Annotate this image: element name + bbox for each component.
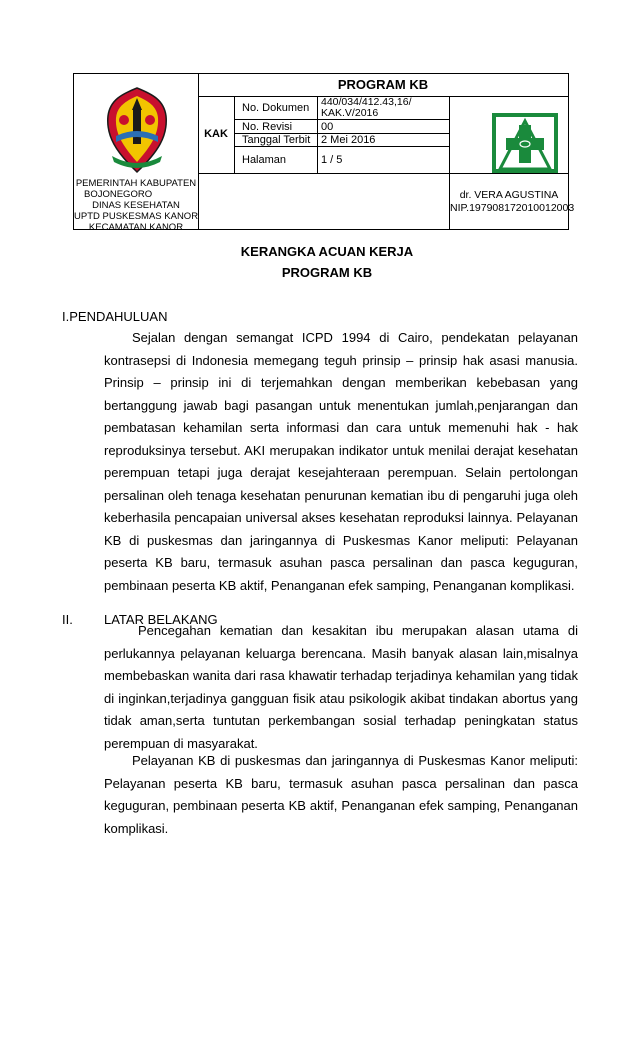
document-header-table <box>73 73 575 233</box>
doc-number-value-line: KAK.V/2016 <box>321 107 379 119</box>
org-line: BOJONEGORO <box>84 189 153 200</box>
page-label: Halaman <box>242 154 287 166</box>
signer-name: dr. VERA AGUSTINA <box>459 189 559 201</box>
puskesmas-green-cross-icon <box>492 113 558 173</box>
org-line: DINAS KESEHATAN <box>92 200 180 211</box>
table-divider <box>317 119 449 120</box>
section-number: II. <box>62 612 73 627</box>
bojonegoro-regency-emblem-icon <box>102 86 172 174</box>
table-divider <box>234 146 449 147</box>
issued-date-value: 2 Mei 2016 <box>321 134 376 146</box>
section-heading-latar-belakang: LATAR BELAKANG <box>104 612 218 627</box>
table-divider <box>198 173 568 174</box>
paragraph-latar-belakang-2: Pelayanan KB di puskesmas dan jaringannya di Puskesmas Kanor meliputi: Pelayanan peserta KB baru, termasuk asuhan pasca persalinan dan pasca keguguran, pembinaan peserta KB aktif, Penanganan efek samping, Penanganan komplikasi. <box>104 753 578 836</box>
paragraph-latar-belakang-1: Pencegahan kematian dan kesakitan ibu merupakan alasan utama di perlukannya pelayanan keluarga berencana. Masih banyak alasan lain,misalnya membebaskan wanita dari rasa khawatir terhadap terjadinya kehamilan yang tidak di inginkan,terjadinya gangguan fisik atau psikologik akibat tindakan abortus yang tidak aman,serta tuntutan perkembangan sosial terhadap peningkatan status perempuan di masyarakat. <box>104 623 578 751</box>
revision-label: No. Revisi <box>242 121 293 133</box>
org-line: PEMERINTAH KABUPATEN <box>75 178 197 189</box>
doc-number-value-line: 440/034/412.43,16/ <box>321 96 412 108</box>
issued-date-label: Tanggal Terbit <box>242 134 311 146</box>
document-subtitle: PROGRAM KB <box>281 265 373 280</box>
org-line: UPTD PUSKESMAS KANOR <box>74 211 199 222</box>
org-line: KECAMATAN KANOR <box>88 222 184 233</box>
table-divider <box>317 96 318 173</box>
paragraph-pendahuluan: Sejalan dengan semangat ICPD 1994 di Cairo, pendekatan pelayanan kontrasepsi di Indonesia memegang teguh prinsip – prinsip hak asasi manusia. Prinsip – prinsip ini di terjemahkan dengan memberikan kebebasan yang bertanggung jawab bagi pasangan untuk menentukan jumlah,penjarangan dan pembatasan kehamilan serta informasi dan cara untuk memenuhi hak - hak reproduksinya tersebut. AKI merupakan indikator untuk menilai derajat kesehatan perempuan tetapi juga derajat kesejahteraan perempuan. Selain pertolongan persalinan oleh tenaga kesehatan penurunan kematian ibu di pengaruhi juga oleh keberhasila pencapaian universal akses kesehatan reproduksi lainnya. Pelayanan KB di puskesmas dan jaringannya di Puskesmas Kanor meliputi: Pelayanan peserta KB baru, termasuk asuhan pasca persalinan dan pasca keguguran, pembinaan peserta KB aktif, Penanganan efek samping, Penanganan komplikasi. <box>104 330 578 593</box>
table-divider <box>234 119 317 120</box>
doc-number-label: No. Dokumen <box>242 102 310 114</box>
signatory-block <box>450 189 575 215</box>
table-divider <box>234 96 235 173</box>
page-value: 1 / 5 <box>321 154 343 166</box>
revision-value: 00 <box>321 121 334 133</box>
signer-nip: NIP.197908172010012003 <box>450 202 575 214</box>
kak-label: KAK <box>204 128 228 140</box>
section-heading-pendahuluan: I.PENDAHULUAN <box>62 309 168 324</box>
program-title: PROGRAM KB <box>337 77 429 92</box>
organization-block <box>74 178 198 233</box>
doc-number-value <box>321 97 412 119</box>
document-title: KERANGKA ACUAN KERJA <box>240 244 414 259</box>
table-divider <box>198 74 199 229</box>
